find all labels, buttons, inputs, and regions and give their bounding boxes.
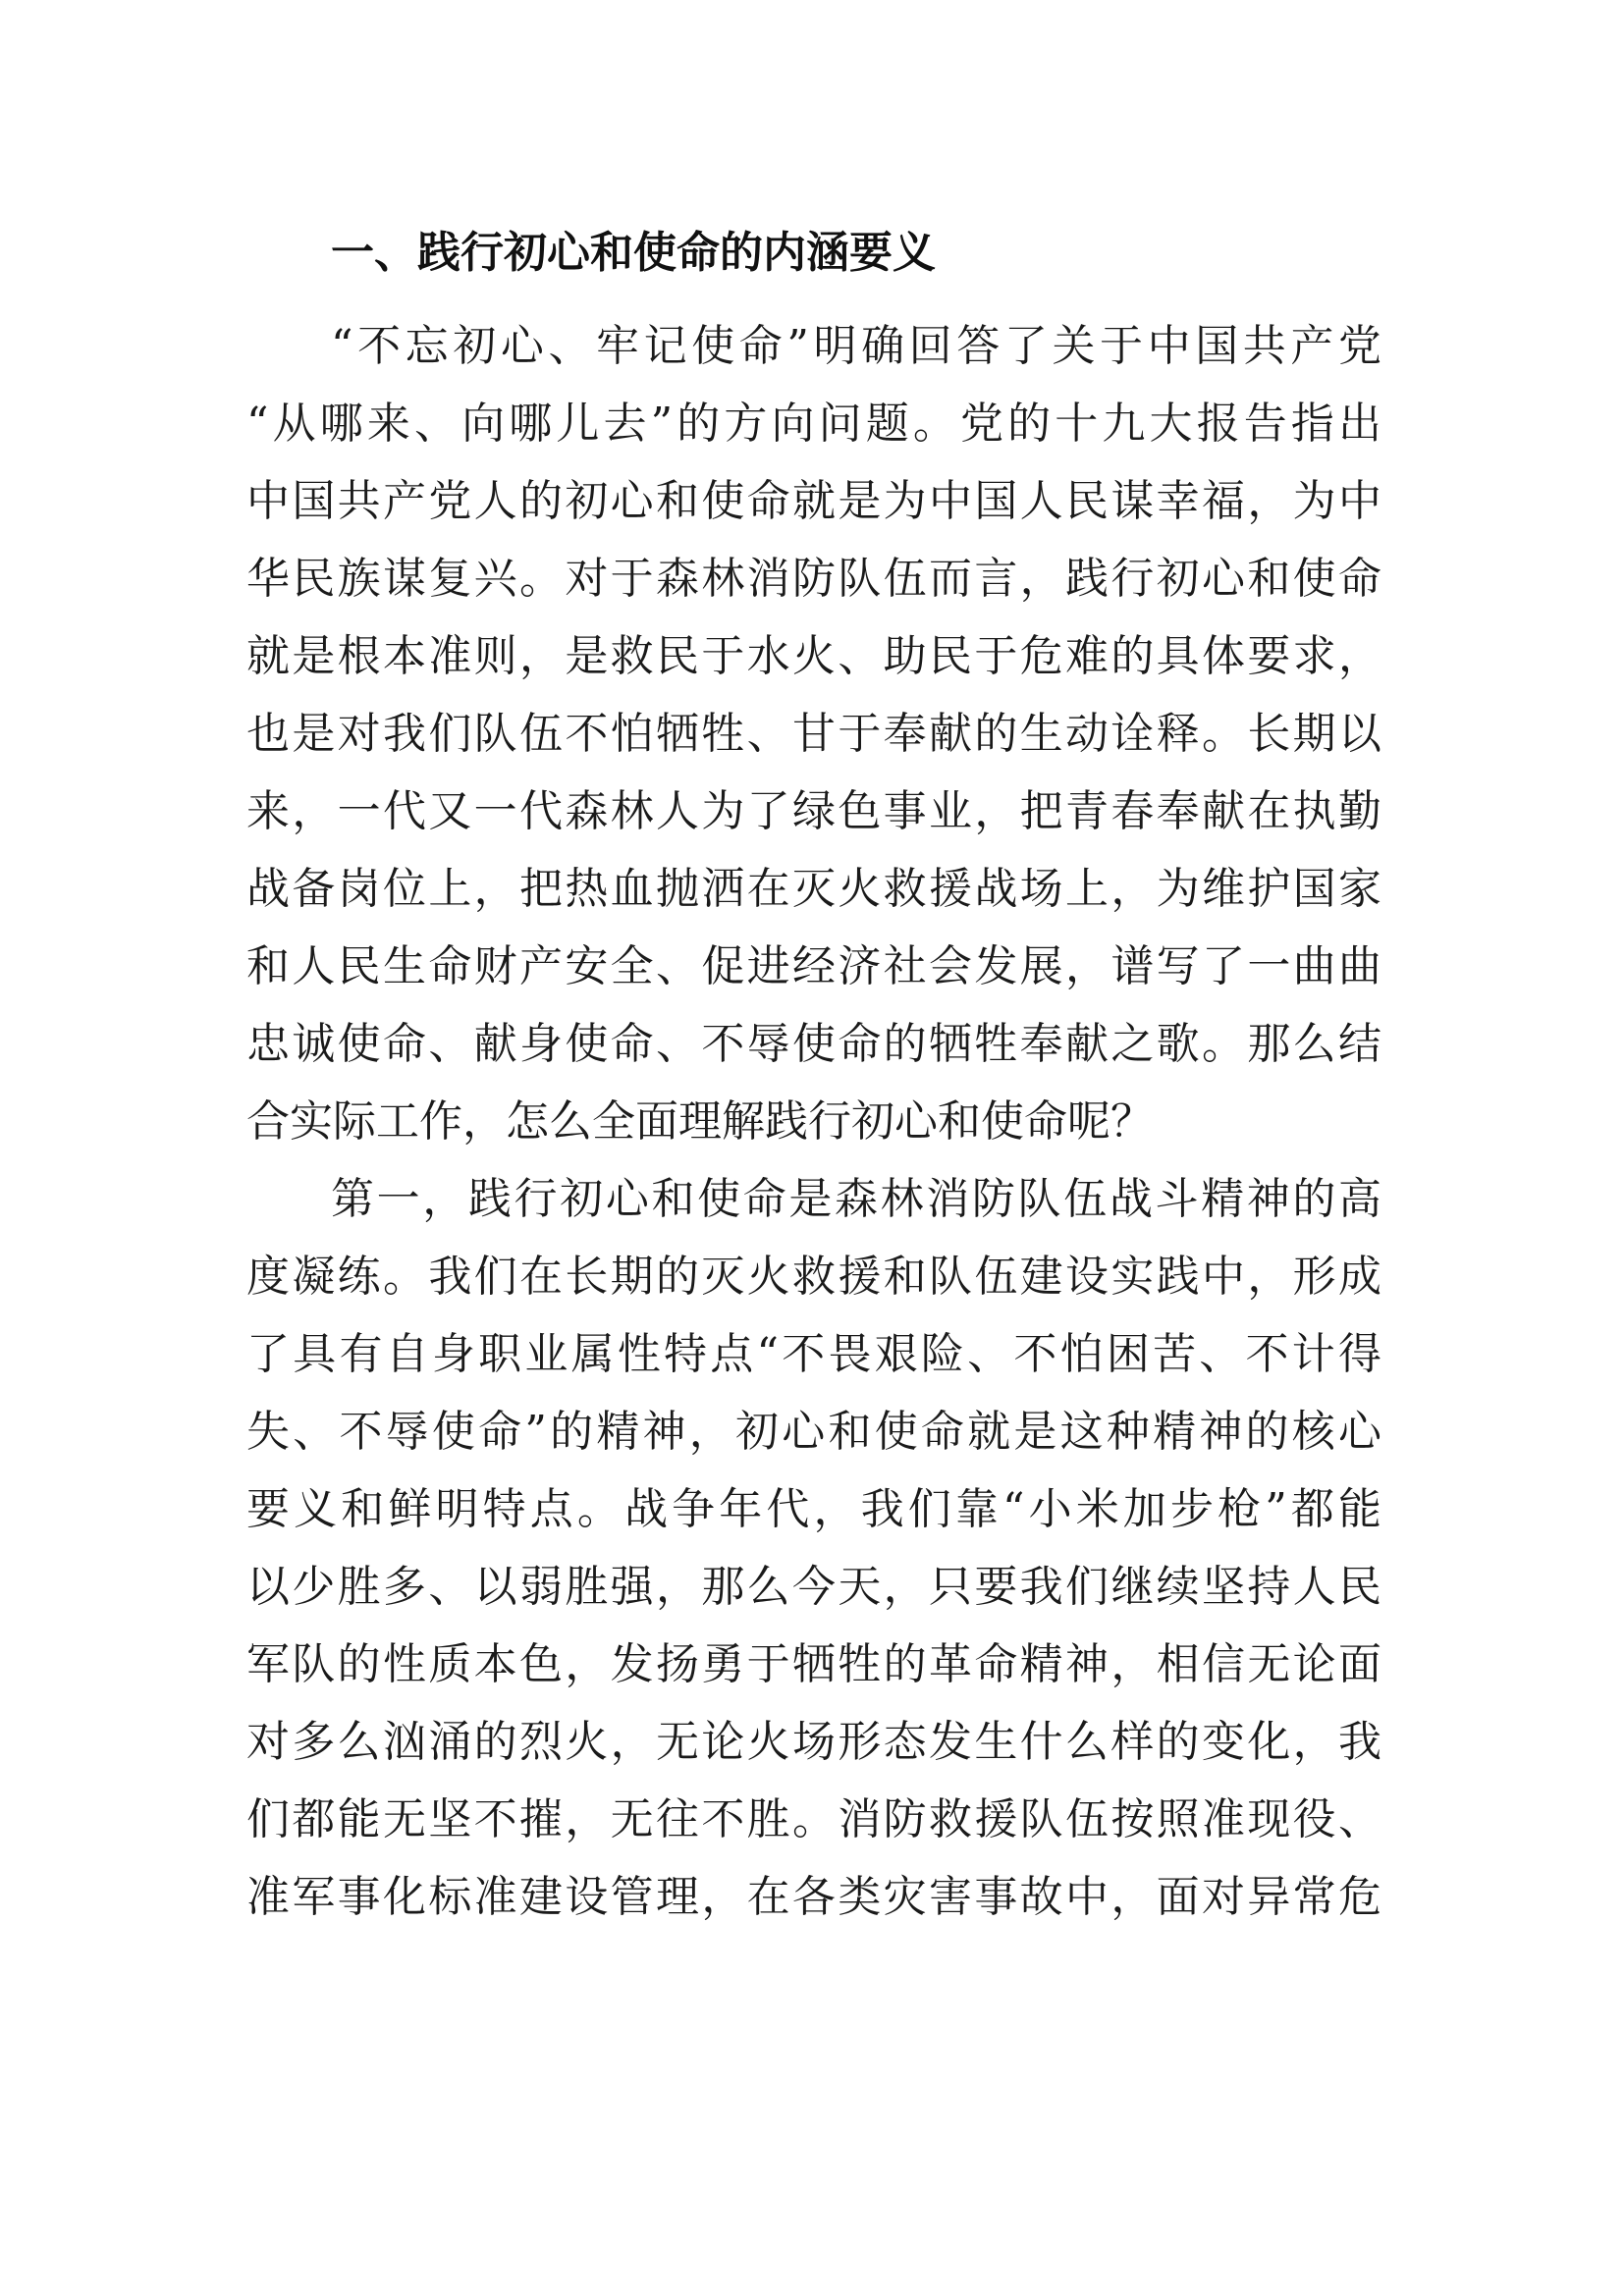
paragraph-line: 华民族谋复兴。对于森林消防队伍而言，践行初心和使命 xyxy=(246,554,1381,604)
paragraph-line: 也是对我们队伍不怕牺牲、甘于奉献的生动诠释。长期以 xyxy=(246,709,1381,759)
paragraph-line: 们都能无坚不摧，无往不胜。消防救援队伍按照准现役、 xyxy=(246,1794,1381,1844)
paragraph-line: 忠诚使命、献身使命、不辱使命的牺牲奉献之歌。那么结 xyxy=(246,1019,1381,1069)
paragraph-line: 合实际工作，怎么全面理解践行初心和使命呢？ xyxy=(246,1096,1154,1147)
paragraph-line: 第一，践行初心和使命是森林消防队伍战斗精神的高 xyxy=(331,1174,1381,1224)
paragraph-line: 了具有自身职业属性特点“不畏艰险、不怕困苦、不计得 xyxy=(246,1329,1381,1379)
paragraph-line: 和人民生命财产安全、促进经济社会发展，谱写了一曲曲 xyxy=(246,941,1381,991)
paragraph-line: 中国共产党人的初心和使命就是为中国人民谋幸福，为中 xyxy=(246,476,1381,526)
paragraph-line: 度凝练。我们在长期的灭火救援和队伍建设实践中，形成 xyxy=(246,1252,1381,1302)
paragraph-line: “从哪来、向哪儿去”的方向问题。党的十九大报告指出 xyxy=(246,399,1381,449)
paragraph-line: 以少胜多、以弱胜强，那么今天，只要我们继续坚持人民 xyxy=(246,1562,1381,1612)
paragraph-line: 来，一代又一代森林人为了绿色事业，把青春奉献在执勤 xyxy=(246,786,1381,836)
paragraph-line: “不忘初心、牢记使命”明确回答了关于中国共产党 xyxy=(331,321,1381,371)
paragraph-line: 失、不辱使命”的精神，初心和使命就是这种精神的核心 xyxy=(246,1407,1381,1457)
paragraph-line: 准军事化标准建设管理，在各类灾害事故中，面对异常危 xyxy=(246,1872,1381,1922)
paragraph-line: 军队的性质本色，发扬勇于牺牲的革命精神，相信无论面 xyxy=(246,1639,1381,1689)
paragraph-line: 战备岗位上，把热血抛洒在灭火救援战场上，为维护国家 xyxy=(246,864,1381,914)
section-heading: 一、践行初心和使命的内涵要义 xyxy=(331,228,936,278)
paragraph-line: 就是根本准则，是救民于水火、助民于危难的具体要求， xyxy=(246,631,1381,681)
paragraph-line: 要义和鲜明特点。战争年代，我们靠“小米加步枪”都能 xyxy=(246,1484,1381,1534)
paragraph-line: 对多么汹涌的烈火，无论火场形态发生什么样的变化，我 xyxy=(246,1717,1381,1767)
